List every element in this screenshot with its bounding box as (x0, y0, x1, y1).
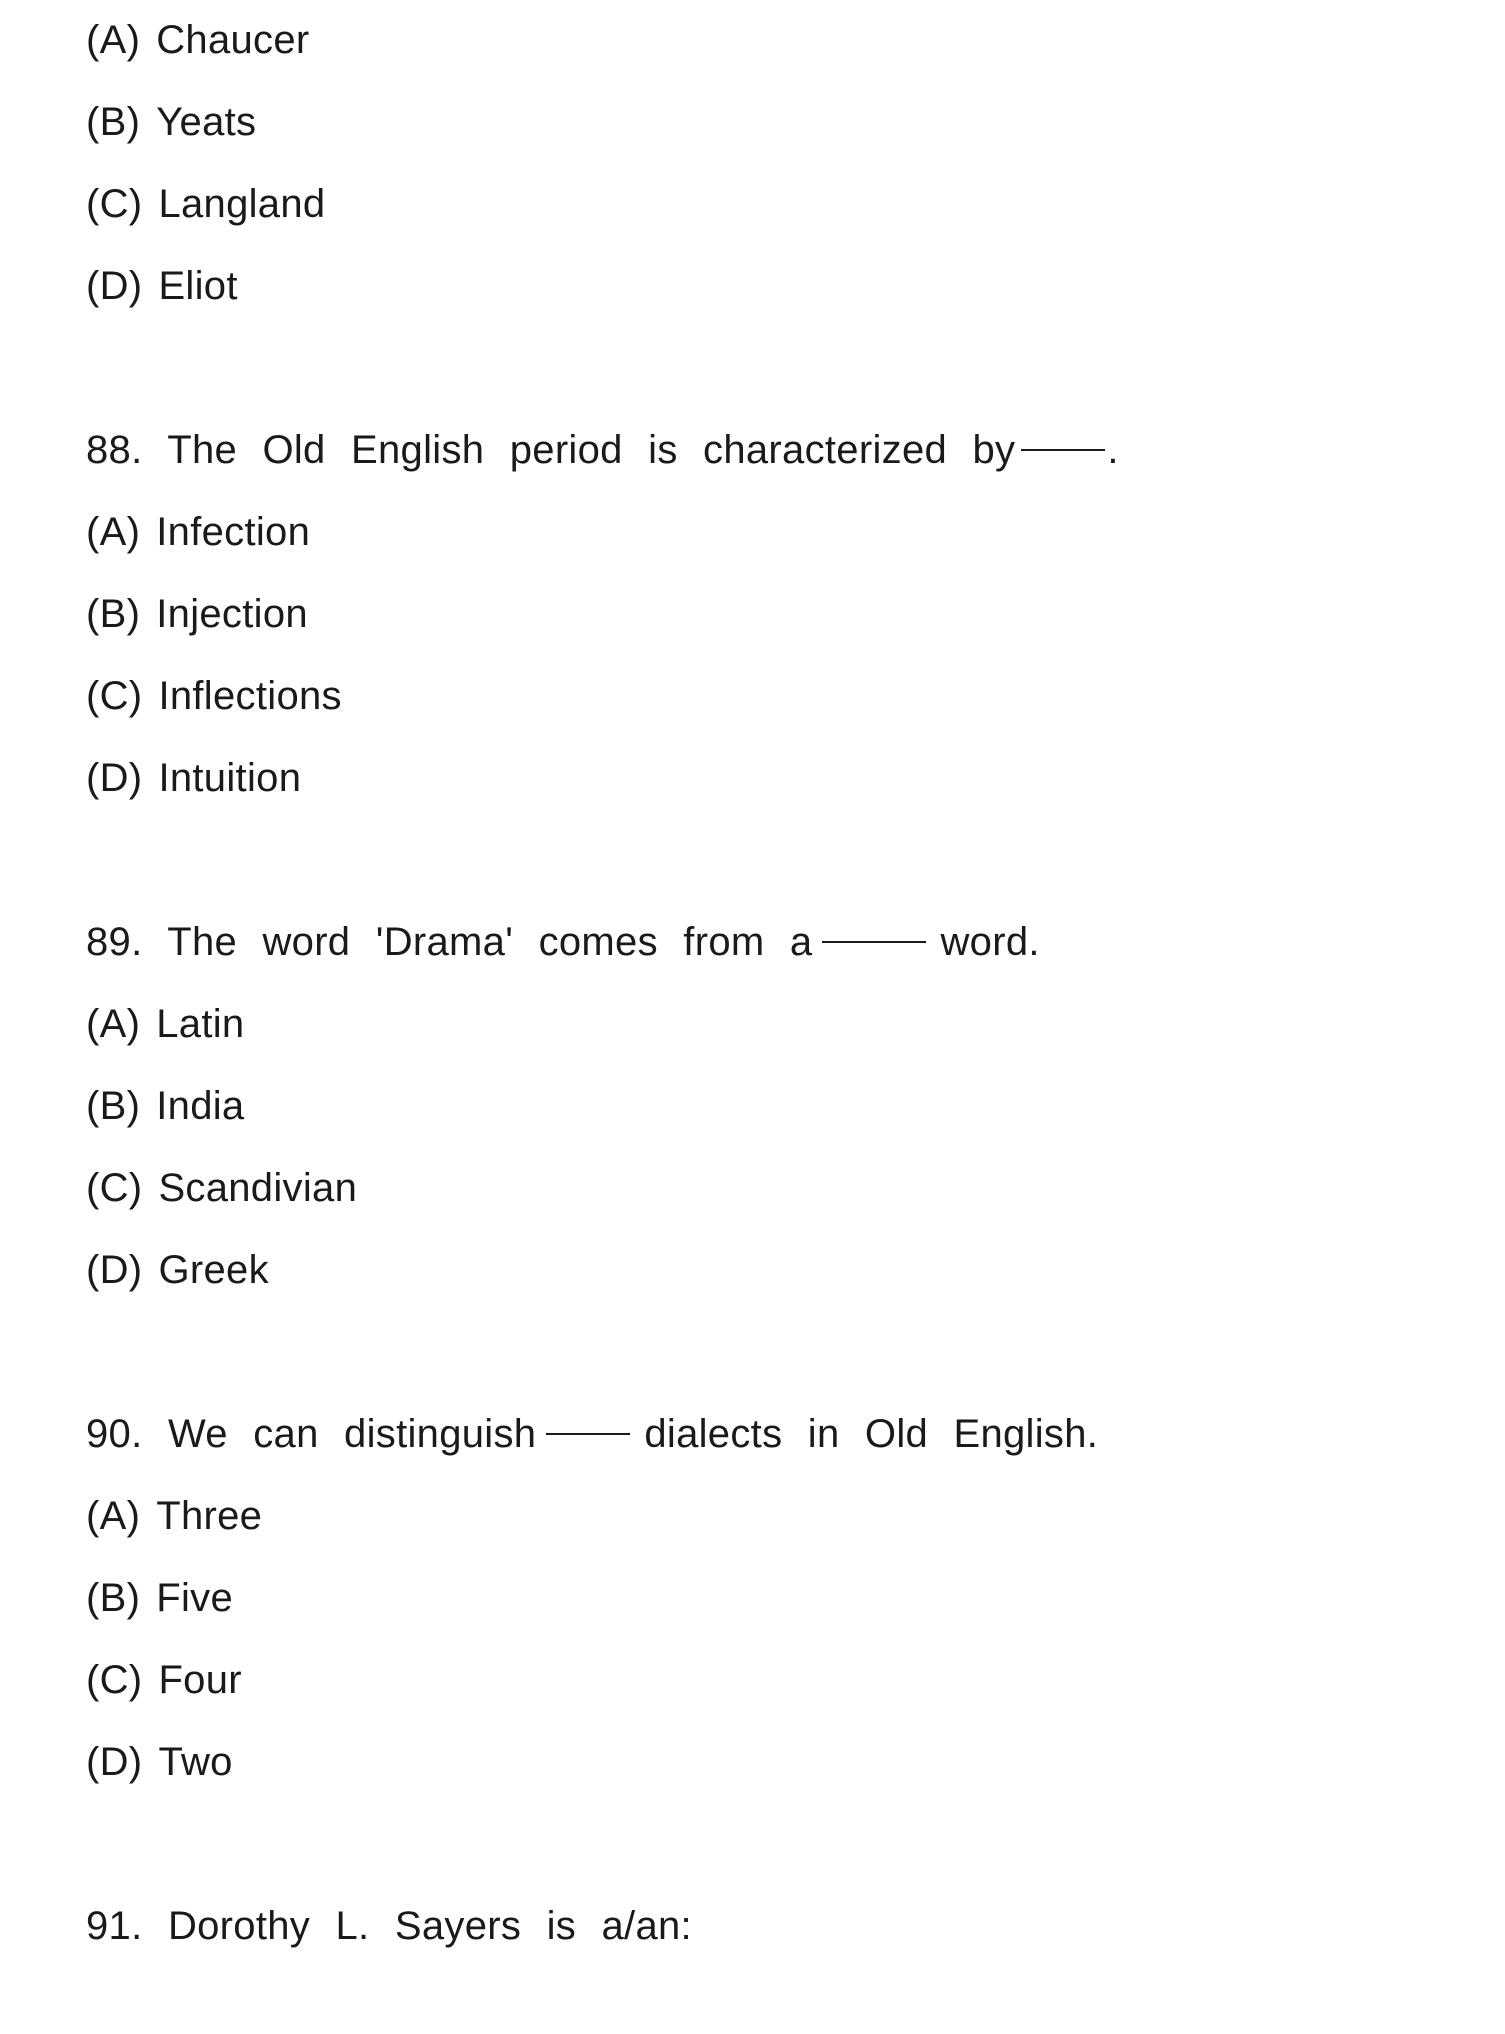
q89-option-c (86, 1164, 357, 1212)
question-number: 90. (86, 1412, 143, 1456)
answer-blank (822, 941, 926, 943)
question-text-after: . (1107, 428, 1119, 472)
option-text: Eliot (158, 264, 238, 308)
q89-stem (86, 918, 1040, 966)
q89-option-d (86, 1246, 269, 1294)
option-letter: (A) (86, 1494, 141, 1538)
question-text-before: The Old English period is characterized by (167, 428, 1016, 472)
option-letter: (D) (86, 756, 143, 800)
q90-option-c (86, 1656, 242, 1704)
question-text: Dorothy L. Sayers is a/an: (167, 1904, 692, 1948)
q88-option-c (86, 672, 342, 720)
question-text-before: We can distinguish (167, 1412, 537, 1456)
q88-option-d (86, 754, 301, 802)
option-letter: (C) (86, 182, 143, 226)
option-letter: (B) (86, 1084, 141, 1128)
option-letter: (D) (86, 264, 143, 308)
question-text-after: dialects in Old English. (644, 1412, 1099, 1456)
q87-option-a (86, 16, 310, 64)
option-text: Chaucer (156, 18, 310, 62)
q88-option-a (86, 508, 310, 556)
question-text-after: word. (940, 920, 1040, 964)
q88-stem (86, 426, 1119, 474)
answer-blank (546, 1433, 630, 1435)
option-letter: (A) (86, 1002, 141, 1046)
q87-option-d (86, 262, 238, 310)
option-text: Langland (158, 182, 326, 226)
option-letter: (B) (86, 592, 141, 636)
q87-option-c (86, 180, 325, 228)
question-number: 89. (86, 920, 143, 964)
option-text: Two (158, 1740, 233, 1784)
option-letter: (B) (86, 100, 141, 144)
q90-option-a (86, 1492, 262, 1540)
option-text: Yeats (156, 100, 257, 144)
option-text: Latin (156, 1002, 245, 1046)
option-letter: (C) (86, 1166, 143, 1210)
option-text: Inflections (158, 674, 342, 718)
question-number: 91. (86, 1904, 143, 1948)
q88-option-b (86, 590, 308, 638)
option-text: Injection (156, 592, 308, 636)
q90-option-d (86, 1738, 233, 1786)
option-text: India (156, 1084, 245, 1128)
option-letter: (C) (86, 674, 143, 718)
option-text: Infection (156, 510, 311, 554)
option-letter: (D) (86, 1740, 143, 1784)
option-text: Four (158, 1658, 242, 1702)
option-text: Three (156, 1494, 263, 1538)
question-number: 88. (86, 428, 143, 472)
option-letter: (B) (86, 1576, 141, 1620)
option-letter: (D) (86, 1248, 143, 1292)
question-text-before: The word 'Drama' comes from a (167, 920, 813, 964)
option-letter: (A) (86, 18, 141, 62)
option-letter: (A) (86, 510, 141, 554)
answer-blank (1021, 449, 1105, 451)
option-text: Scandivian (158, 1166, 358, 1210)
q90-stem (86, 1410, 1098, 1458)
option-text: Greek (158, 1248, 269, 1292)
option-text: Intuition (158, 756, 302, 800)
q91-stem (86, 1902, 692, 1950)
q87-option-b (86, 98, 256, 146)
option-letter: (C) (86, 1658, 143, 1702)
q89-option-a (86, 1000, 244, 1048)
option-text: Five (156, 1576, 234, 1620)
q89-option-b (86, 1082, 244, 1130)
q90-option-b (86, 1574, 233, 1622)
